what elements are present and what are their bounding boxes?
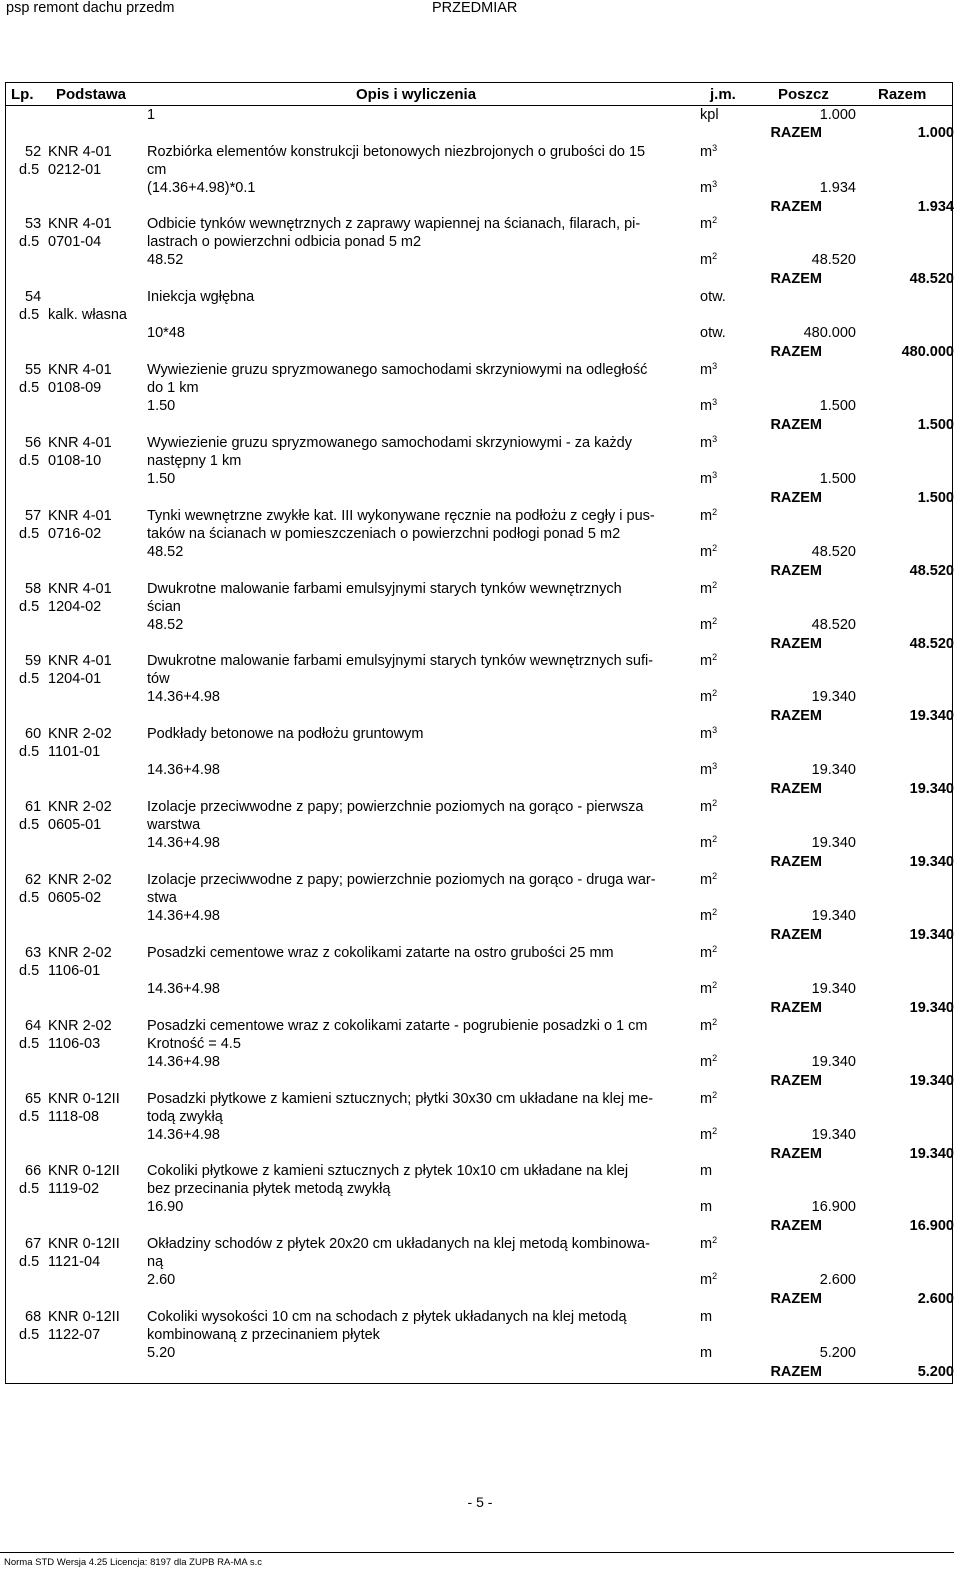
description-line: Wywiezienie gruzu spryzmowanego samochodami skrzyniowymi - za każdy bbox=[147, 435, 632, 451]
razem-label: RAZEM bbox=[770, 708, 822, 724]
unit: m bbox=[700, 1345, 713, 1361]
razem-label: RAZEM bbox=[770, 417, 822, 433]
razem-value: 19.340 bbox=[909, 1146, 954, 1162]
item-number: 65 bbox=[25, 1091, 42, 1107]
item-number: 67 bbox=[25, 1236, 42, 1252]
razem-value: 1.500 bbox=[917, 490, 954, 506]
razem-value: 48.520 bbox=[909, 563, 954, 579]
calc-line: 14.36+4.98 bbox=[147, 762, 220, 778]
poszcz-value: 1.934 bbox=[819, 180, 856, 196]
basis-catalog: KNR 0-12II bbox=[48, 1163, 120, 1179]
col-lp: Lp. bbox=[11, 86, 34, 103]
description-line: cm bbox=[147, 162, 167, 178]
col-podstawa: Podstawa bbox=[56, 86, 127, 103]
description-line: Dwukrotne malowanie farbami emulsyjnymi starych tynków wewnętrznych bbox=[147, 581, 622, 597]
razem-value: 48.520 bbox=[909, 271, 954, 287]
item-sub: d.5 bbox=[19, 817, 40, 833]
poszcz-value: 19.340 bbox=[811, 835, 856, 851]
description-line: Iniekcja wgłębna bbox=[147, 289, 255, 305]
basis-position: 1122-07 bbox=[48, 1327, 101, 1343]
description-line: todą zwykłą bbox=[147, 1109, 223, 1125]
footer-license: Norma STD Wersja 4.25 Licencja: 8197 dla ZUPB RA-MA s.c bbox=[4, 1557, 263, 1568]
unit: $m^2$ bbox=[700, 1271, 718, 1288]
unit: $m^2$ bbox=[700, 251, 718, 268]
razem-value: 2.600 bbox=[917, 1291, 954, 1307]
calc-line: 1.50 bbox=[147, 471, 176, 487]
razem-value: 48.520 bbox=[909, 636, 954, 652]
description-line: taków na ścianach w pomieszczeniach o powierzchni podłogi ponad 5 m2 bbox=[147, 526, 621, 542]
basis-position: 1204-01 bbox=[48, 671, 102, 687]
poszcz-value: 1.500 bbox=[819, 471, 856, 487]
unit: $m^3$ bbox=[700, 761, 718, 778]
item-sub: d.5 bbox=[19, 1327, 40, 1343]
unit: $m^3$ bbox=[700, 397, 718, 414]
basis-position: kalk. własna bbox=[48, 307, 127, 323]
item-number: 57 bbox=[25, 508, 42, 524]
item-sub: d.5 bbox=[19, 1254, 40, 1270]
unit: $m^2$ bbox=[700, 871, 718, 888]
unit: $m^2$ bbox=[700, 652, 718, 669]
razem-label: RAZEM bbox=[770, 1000, 822, 1016]
poszcz-value: 19.340 bbox=[811, 981, 856, 997]
item-number: 53 bbox=[25, 216, 42, 232]
basis-catalog: KNR 4-01 bbox=[48, 144, 112, 160]
item-sub: d.5 bbox=[19, 599, 40, 615]
basis-position: 1121-04 bbox=[48, 1254, 101, 1270]
unit: otw. bbox=[700, 289, 726, 305]
unit: $m^2$ bbox=[700, 944, 718, 961]
razem-value: 1.000 bbox=[917, 125, 954, 141]
description-line: Tynki wewnętrzne zwykłe kat. III wykonywane ręcznie na podłożu z cegły i pus- bbox=[147, 508, 655, 524]
basis-position: 0212-01 bbox=[48, 162, 102, 178]
description-line: Krotność = 4.5 bbox=[147, 1036, 241, 1052]
item-number: 64 bbox=[25, 1018, 42, 1034]
description-line: Posadzki cementowe wraz z cokolikami zatarte na ostro grubości 25 mm bbox=[147, 945, 614, 961]
description-line: Posadzki cementowe wraz z cokolikami zatarte - pogrubienie posadzki o 1 cm bbox=[147, 1018, 648, 1034]
calc-line: (14.36+4.98)*0.1 bbox=[147, 180, 256, 196]
basis-catalog: KNR 0-12II bbox=[48, 1091, 120, 1107]
basis-position: 1101-01 bbox=[48, 744, 101, 760]
unit: $m^2$ bbox=[700, 907, 718, 924]
description-line: Cokoliki wysokości 10 cm na schodach z płytek układanych na klej metodą bbox=[147, 1309, 627, 1325]
basis-catalog: KNR 2-02 bbox=[48, 726, 112, 742]
footer bbox=[0, 1552, 954, 1568]
razem-label: RAZEM bbox=[770, 199, 822, 215]
basis-catalog: KNR 4-01 bbox=[48, 362, 112, 378]
unit: $m^2$ bbox=[700, 834, 718, 851]
unit: kpl bbox=[700, 107, 719, 123]
razem-label: RAZEM bbox=[770, 271, 822, 287]
basis-catalog: KNR 4-01 bbox=[48, 581, 112, 597]
unit: $m^3$ bbox=[700, 179, 718, 196]
calc-line: 1 bbox=[147, 107, 156, 123]
razem-label: RAZEM bbox=[770, 344, 822, 360]
razem-value: 19.340 bbox=[909, 781, 954, 797]
item-number: 52 bbox=[25, 144, 42, 160]
basis-catalog: KNR 2-02 bbox=[48, 1018, 112, 1034]
razem-label: RAZEM bbox=[770, 854, 822, 870]
description-line: Cokoliki płytkowe z kamieni sztucznych z płytek 10x10 cm układane na klej bbox=[147, 1163, 629, 1179]
unit: $m^2$ bbox=[700, 580, 718, 597]
basis-position: 1204-02 bbox=[48, 599, 102, 615]
razem-label: RAZEM bbox=[770, 125, 822, 141]
description-line: ną bbox=[147, 1254, 164, 1270]
poszcz-value: 5.200 bbox=[819, 1345, 856, 1361]
poszcz-value: 19.340 bbox=[811, 689, 856, 705]
item-sub: d.5 bbox=[19, 963, 40, 979]
item-sub: d.5 bbox=[19, 890, 40, 906]
item-number: 68 bbox=[25, 1309, 42, 1325]
poszcz-value: 19.340 bbox=[811, 1127, 856, 1143]
calc-line: 48.52 bbox=[147, 544, 184, 560]
basis-catalog: KNR 4-01 bbox=[48, 216, 112, 232]
description-line: Podkłady betonowe na podłożu gruntowym bbox=[147, 726, 424, 742]
basis-catalog: KNR 0-12II bbox=[48, 1309, 120, 1325]
description-line: lastrach o powierzchni odbicia ponad 5 m2 bbox=[147, 234, 422, 250]
calc-line: 14.36+4.98 bbox=[147, 689, 220, 705]
description-line: Posadzki płytkowe z kamieni sztucznych; płytki 30x30 cm układane na klej me- bbox=[147, 1091, 654, 1107]
item-number: 61 bbox=[25, 799, 42, 815]
poszcz-value: 48.520 bbox=[811, 544, 856, 560]
description-line: tów bbox=[147, 671, 170, 687]
basis-catalog: KNR 2-02 bbox=[48, 945, 112, 961]
unit: $m^2$ bbox=[700, 1017, 718, 1034]
basis-position: 0605-02 bbox=[48, 890, 102, 906]
item-sub: d.5 bbox=[19, 744, 40, 760]
document-title: psp remont dachu przedm bbox=[6, 0, 175, 16]
basis-position: 0108-10 bbox=[48, 453, 102, 469]
item-sub: d.5 bbox=[19, 307, 40, 323]
unit: $m^2$ bbox=[700, 543, 718, 560]
unit: $m^2$ bbox=[700, 980, 718, 997]
basis-catalog: KNR 4-01 bbox=[48, 653, 112, 669]
item-sub: d.5 bbox=[19, 380, 40, 396]
unit: $m^2$ bbox=[700, 1126, 718, 1143]
description-line: ścian bbox=[147, 599, 181, 615]
item-number: 54 bbox=[25, 289, 42, 305]
poszcz-value: 1.500 bbox=[819, 398, 856, 414]
item-sub: d.5 bbox=[19, 1036, 40, 1052]
razem-value: 19.340 bbox=[909, 708, 954, 724]
razem-value: 19.340 bbox=[909, 854, 954, 870]
item-sub: d.5 bbox=[19, 162, 40, 178]
razem-value: 19.340 bbox=[909, 1000, 954, 1016]
basis-position: 1119-02 bbox=[48, 1181, 100, 1197]
razem-label: RAZEM bbox=[770, 1218, 822, 1234]
poszcz-value: 480.000 bbox=[803, 325, 856, 341]
description-line: Izolacje przeciwwodne z papy; powierzchnie poziomych na gorąco - pierwsza bbox=[147, 799, 644, 815]
poszcz-value: 48.520 bbox=[811, 617, 856, 633]
item-sub: d.5 bbox=[19, 1109, 40, 1125]
calc-line: 1.50 bbox=[147, 398, 176, 414]
razem-value: 1.500 bbox=[917, 417, 954, 433]
razem-value: 19.340 bbox=[909, 1073, 954, 1089]
item-number: 60 bbox=[25, 726, 42, 742]
basis-position: 1118-08 bbox=[48, 1109, 100, 1125]
calc-line: 16.90 bbox=[147, 1199, 184, 1215]
unit: m bbox=[700, 1163, 713, 1179]
unit: $m^3$ bbox=[700, 434, 718, 451]
item-number: 55 bbox=[25, 362, 42, 378]
calc-line: 48.52 bbox=[147, 252, 184, 268]
unit: $m^3$ bbox=[700, 470, 718, 487]
item-number: 59 bbox=[25, 653, 42, 669]
poszcz-value: 2.600 bbox=[819, 1272, 856, 1288]
item-number: 58 bbox=[25, 581, 42, 597]
unit: $m^2$ bbox=[700, 616, 718, 633]
document-type: PRZEDMIAR bbox=[432, 0, 518, 16]
unit: $m^2$ bbox=[700, 1235, 718, 1252]
calc-line: 2.60 bbox=[147, 1272, 176, 1288]
poszcz-value: 1.000 bbox=[819, 107, 856, 123]
unit: $m^3$ bbox=[700, 361, 718, 378]
item-sub: d.5 bbox=[19, 234, 40, 250]
item-number: 66 bbox=[25, 1163, 42, 1179]
description-line: Okładziny schodów z płytek 20x20 cm układanych na klej metodą kombinowa- bbox=[147, 1236, 650, 1252]
razem-value: 1.934 bbox=[917, 199, 954, 215]
description-line: Odbicie tynków wewnętrznych z zaprawy wapiennej na ścianach, filarach, pi- bbox=[147, 216, 641, 232]
description-line: do 1 km bbox=[147, 380, 199, 396]
razem-value: 5.200 bbox=[917, 1364, 954, 1380]
col-poszcz: Poszcz bbox=[778, 86, 829, 103]
col-opis: Opis i wyliczenia bbox=[356, 86, 477, 103]
description-line: Rozbiórka elementów konstrukcji betonowych niezbrojonych o grubości do 15 bbox=[147, 144, 646, 160]
table-header bbox=[6, 83, 952, 106]
poszcz-value: 19.340 bbox=[811, 908, 856, 924]
unit: $m^2$ bbox=[700, 215, 718, 232]
calc-line: 14.36+4.98 bbox=[147, 1127, 220, 1143]
calc-line: 14.36+4.98 bbox=[147, 908, 220, 924]
poszcz-value: 16.900 bbox=[811, 1199, 856, 1215]
basis-catalog: KNR 4-01 bbox=[48, 508, 112, 524]
basis-position: 1106-03 bbox=[48, 1036, 101, 1052]
basis-position: 0108-09 bbox=[48, 380, 102, 396]
col-razem: Razem bbox=[878, 86, 927, 103]
razem-label: RAZEM bbox=[770, 1364, 822, 1380]
razem-label: RAZEM bbox=[770, 563, 822, 579]
item-number: 63 bbox=[25, 945, 42, 961]
poszcz-value: 19.340 bbox=[811, 1054, 856, 1070]
item-sub: d.5 bbox=[19, 453, 40, 469]
description-line: Wywiezienie gruzu spryzmowanego samochodami skrzyniowymi na odległość bbox=[147, 362, 648, 378]
calc-line: 48.52 bbox=[147, 617, 184, 633]
calc-line: 10*48 bbox=[147, 325, 185, 341]
item-number: 62 bbox=[25, 872, 42, 888]
calc-line: 14.36+4.98 bbox=[147, 1054, 220, 1070]
page-number: - 5 - bbox=[467, 1494, 493, 1510]
basis-position: 0701-04 bbox=[48, 234, 102, 250]
razem-label: RAZEM bbox=[770, 1146, 822, 1162]
unit: $m^3$ bbox=[700, 143, 718, 160]
unit: $m^2$ bbox=[700, 798, 718, 815]
description-line: Izolacje przeciwwodne z papy; powierzchnie poziomych na gorąco - druga war- bbox=[147, 872, 656, 888]
razem-label: RAZEM bbox=[770, 781, 822, 797]
description-line: warstwa bbox=[147, 817, 201, 833]
basis-catalog: KNR 4-01 bbox=[48, 435, 112, 451]
description-line: bez przecinania płytek metodą zwykłą bbox=[147, 1181, 391, 1197]
poszcz-value: 48.520 bbox=[811, 252, 856, 268]
unit: $m^2$ bbox=[700, 1053, 718, 1070]
basis-catalog: KNR 2-02 bbox=[48, 799, 112, 815]
unit: $m^2$ bbox=[700, 1090, 718, 1107]
description-line: kombinowaną z przecinaniem płytek bbox=[147, 1327, 380, 1343]
basis-catalog: KNR 0-12II bbox=[48, 1236, 120, 1252]
razem-label: RAZEM bbox=[770, 636, 822, 652]
razem-label: RAZEM bbox=[770, 1291, 822, 1307]
basis-position: 1106-01 bbox=[48, 963, 101, 979]
description-line: stwa bbox=[147, 890, 177, 906]
razem-label: RAZEM bbox=[770, 1073, 822, 1089]
description-line: następny 1 km bbox=[147, 453, 242, 469]
col-jm: j.m. bbox=[710, 86, 736, 103]
calc-line: 14.36+4.98 bbox=[147, 835, 220, 851]
item-sub: d.5 bbox=[19, 526, 40, 542]
basis-position: 0716-02 bbox=[48, 526, 102, 542]
razem-label: RAZEM bbox=[770, 927, 822, 943]
unit: $m^3$ bbox=[700, 725, 718, 742]
razem-value: 480.000 bbox=[901, 344, 954, 360]
razem-label: RAZEM bbox=[770, 490, 822, 506]
unit: m bbox=[700, 1309, 713, 1325]
poszcz-value: 19.340 bbox=[811, 762, 856, 778]
item-number: 56 bbox=[25, 435, 42, 451]
razem-value: 16.900 bbox=[909, 1218, 954, 1234]
razem-value: 19.340 bbox=[909, 927, 954, 943]
estimate-table bbox=[5, 82, 953, 1384]
unit: otw. bbox=[700, 325, 726, 341]
unit: $m^2$ bbox=[700, 507, 718, 524]
calc-line: 5.20 bbox=[147, 1345, 176, 1361]
calc-line: 14.36+4.98 bbox=[147, 981, 220, 997]
item-sub: d.5 bbox=[19, 671, 40, 687]
description-line: Dwukrotne malowanie farbami emulsyjnymi starych tynków wewnętrznych sufi- bbox=[147, 653, 654, 669]
unit: m bbox=[700, 1199, 713, 1215]
basis-catalog: KNR 2-02 bbox=[48, 872, 112, 888]
unit: $m^2$ bbox=[700, 688, 718, 705]
item-sub: d.5 bbox=[19, 1181, 40, 1197]
basis-position: 0605-01 bbox=[48, 817, 102, 833]
